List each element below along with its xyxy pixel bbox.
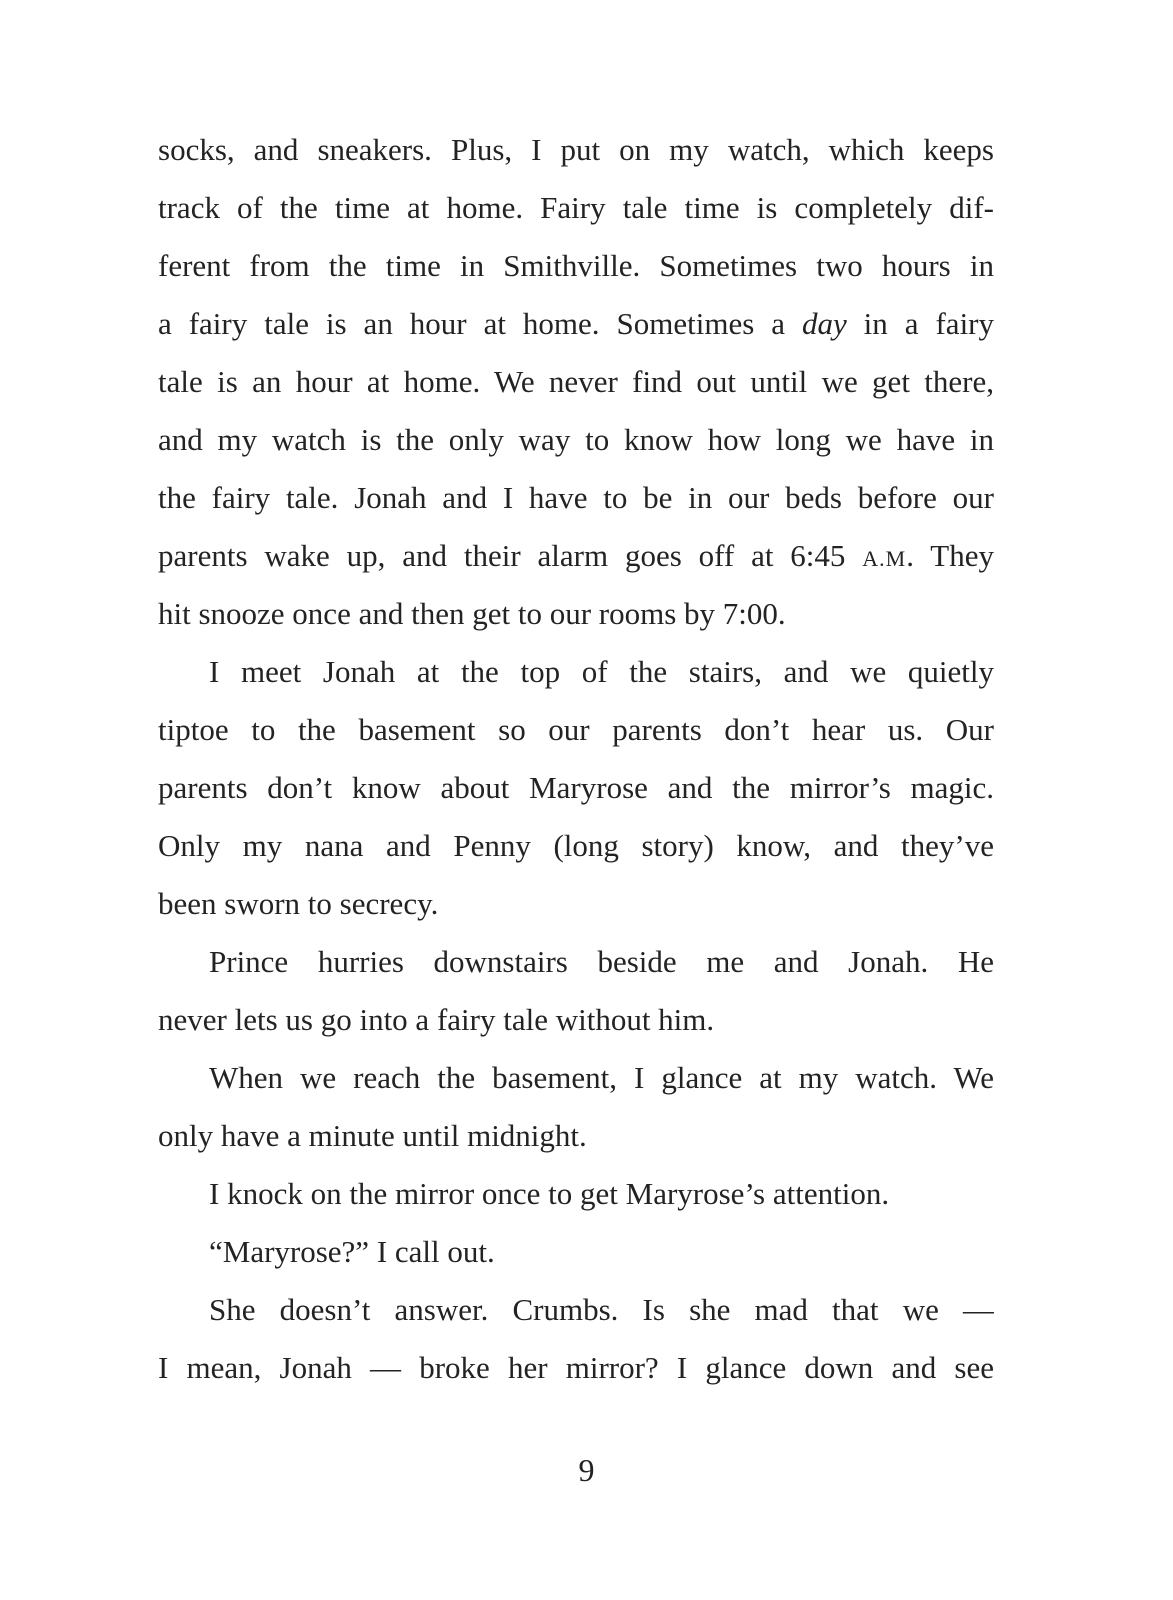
page-number: 9	[578, 1452, 595, 1488]
text-line: been sworn to secrecy.	[158, 886, 439, 921]
text-line: tiptoe to the basement so our parents don’t hear us. Our	[158, 712, 994, 747]
text-line: track of the time at home. Fairy tale time is completely dif-	[158, 190, 994, 225]
paragraph-first-line: When we reach the basement, I glance at my watch. We	[209, 1060, 994, 1095]
text-line: Only my nana and Penny (long story) know, and they’ve	[158, 828, 994, 863]
text-line: socks, and sneakers. Plus, I put on my watch, which keeps	[158, 132, 994, 167]
text-run: . They	[906, 538, 994, 573]
small-caps-time: A.M	[862, 546, 907, 571]
text-run: a fairy tale is an hour at home. Sometimes a	[158, 306, 802, 341]
text-line: hit snooze once and then get to our rooms by 7:00.	[158, 596, 786, 631]
text-run: parents wake up, and their alarm goes off at 6:45	[158, 538, 863, 573]
text-line: only have a minute until midnight.	[158, 1118, 587, 1153]
text-line: tale is an hour at home. We never find out until we get there,	[158, 364, 994, 399]
text-line	[158, 527, 994, 585]
paragraph-first-line: She doesn’t answer. Crumbs. Is she mad that we —	[209, 1292, 994, 1327]
text-line: I mean, Jonah — broke her mirror? I glance down and see	[158, 1350, 994, 1385]
text-line: ferent from the time in Smithville. Sometimes two hours in	[158, 248, 994, 283]
paragraph-first-line: “Maryrose?” I call out.	[209, 1234, 495, 1269]
text-run: in a fairy	[846, 306, 994, 341]
text-line	[158, 295, 994, 353]
paragraph-first-line: I knock on the mirror once to get Maryrose’s attention.	[209, 1176, 890, 1211]
text-line: and my watch is the only way to know how long we have in	[158, 422, 994, 457]
text-line: the fairy tale. Jonah and I have to be in our beds before our	[158, 480, 994, 515]
text-line: parents don’t know about Maryrose and the mirror’s magic.	[158, 770, 994, 805]
paragraph-first-line: I meet Jonah at the top of the stairs, and we quietly	[209, 654, 994, 689]
paragraph-first-line: Prince hurries downstairs beside me and Jonah. He	[209, 944, 994, 979]
body-text	[158, 121, 994, 1397]
text-line: never lets us go into a fairy tale without him.	[158, 1002, 715, 1037]
italic-word: day	[801, 306, 847, 341]
